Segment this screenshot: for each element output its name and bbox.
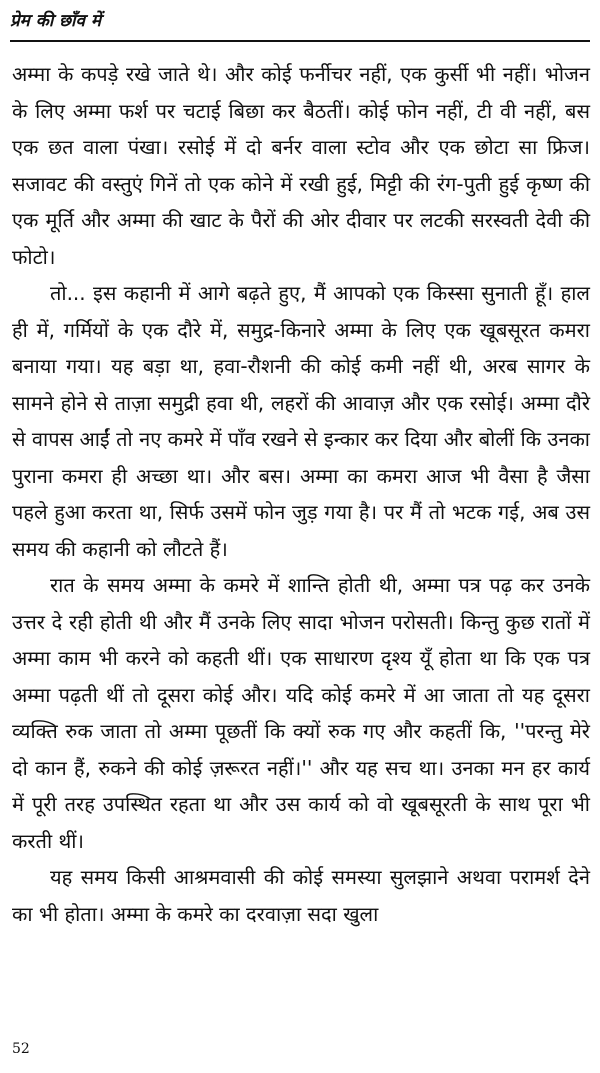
body-text xyxy=(12,56,590,932)
running-header: प्रेम की छाँव में xyxy=(10,11,101,31)
paragraph-1: अम्मा के कपड़े रखे जाते थे। और कोई फर्नीचर नहीं, एक कुर्सी भी नहीं। भोजन के लिए अम्मा फर्श पर चटाई बिछा कर बैठतीं। कोई फोन नहीं, टी वी नहीं, बस एक छत वाला पंखा। रसोई में दो बर्नर वाला स्टोव और एक छोटा सा फ्रिज। सजावट की वस्तुएं गिनें तो एक कोने में रखी हुई, मिट्टी की रंग-पुती हुई कृष्ण की एक मूर्ति और अम्मा की खाट के पैरों की ओर दीवार पर लटकी सरस्वती देवी की फोटो। xyxy=(12,62,590,269)
page-number: 52 xyxy=(12,1041,30,1057)
paragraph-2: तो... इस कहानी में आगे बढ़ते हुए, मैं आपको एक किस्सा सुनाती हूँ। हाल ही में, गर्मियों के एक दौरे में, समुद्र-किनारे अम्मा के लिए एक खूबसूरत कमरा बनाया गया। यह बड़ा था, हवा-रौशनी की कोई कमी नहीं थी, अरब सागर के सामने होने से ताज़ा समुद्री हवा थी, लहरों की आवाज़ और एक रसोई। अम्मा दौरे से वापस आईं तो नए कमरे में पाँव रखने से इन्कार कर दिया और बोलीं कि उनका पुराना कमरा ही अच्छा था। और बस। अम्मा का कमरा आज भी वैसा है जैसा पहले हुआ करता था, सिर्फ उसमें फोन जुड़ गया है। पर मैं तो भटक गई, अब उस समय की कहानी को लौटते हैं। xyxy=(12,281,590,561)
paragraph-4: यह समय किसी आश्रमवासी की कोई समस्या सुलझाने अथवा परामर्श देने का भी होता। अम्मा के कमरे का दरवाज़ा सदा खुला xyxy=(12,865,590,926)
header-rule xyxy=(10,40,590,42)
paragraph-3: रात के समय अम्मा के कमरे में शान्ति होती थी, अम्मा पत्र पढ़ कर उनके उत्तर दे रही होती थी और मैं उनके लिए सादा भोजन परोसती। किन्तु कुछ रातों में अम्मा काम भी करने को कहती थीं। एक साधारण दृश्य यूँ होता था कि एक पत्र अम्मा पढ़ती थीं तो दूसरा कोई और। यदि कोई कमरे में आ जाता तो यह दूसरा व्यक्ति रुक जाता तो अम्मा पूछतीं कि क्यों रुक गए और कहतीं कि, ''परन्तु मेरे दो कान हैं, रुकने की कोई ज़रूरत नहीं।'' और यह सच था। उनका मन हर कार्य में पूरी तरह उपस्थित रहता था और उस कार्य को वो खूबसूरती के साथ पूरा भी करती थीं। xyxy=(12,573,590,853)
